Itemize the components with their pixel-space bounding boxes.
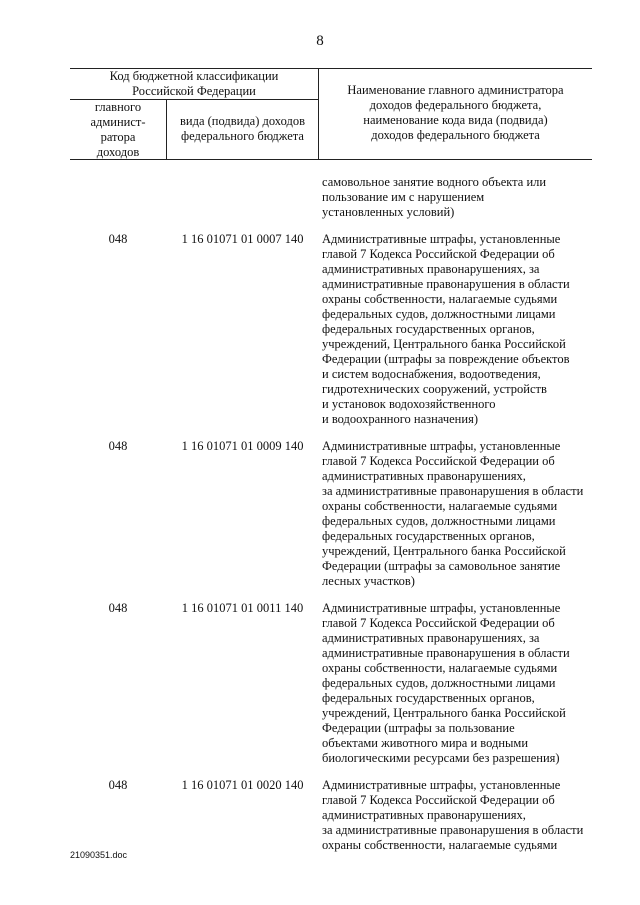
description-line: самовольное занятие водного объекта или bbox=[322, 175, 547, 189]
budget-code-cell: 1 16 01071 01 0009 140 bbox=[181, 439, 304, 453]
table-row bbox=[70, 601, 592, 766]
table-row bbox=[70, 778, 592, 853]
description-line: административные правонарушения в области bbox=[322, 277, 570, 291]
description-line: объектами животного мира и водными bbox=[322, 736, 529, 750]
description-line: и установок водохозяйственного bbox=[322, 397, 496, 411]
description-line: Административные штрафы, установленные bbox=[322, 778, 561, 792]
description-line: учреждений, Центрального банка Российской bbox=[322, 706, 566, 720]
description-line: и систем водоснабжения, водоотведения, bbox=[322, 367, 541, 381]
description-line: гидротехнических сооружений, устройств bbox=[322, 382, 547, 396]
header-col1-line: админист- bbox=[90, 115, 146, 129]
header-group-title-line: Российской Федерации bbox=[132, 84, 256, 98]
description-line: административных правонарушениях, за bbox=[322, 631, 540, 645]
description-line: федеральных судов, должностными лицами bbox=[322, 307, 556, 321]
description-line: охраны собственности, налагаемые судьями bbox=[322, 292, 558, 306]
description-cell bbox=[322, 601, 590, 766]
table-row bbox=[70, 232, 592, 427]
description-line: главой 7 Кодекса Российской Федерации об bbox=[322, 616, 555, 630]
header-col1-line: доходов bbox=[96, 145, 140, 159]
description-line: Административные штрафы, установленные bbox=[322, 439, 561, 453]
table-header bbox=[70, 68, 592, 160]
description-line: федеральных судов, должностными лицами bbox=[322, 676, 556, 690]
description-line: административных правонарушениях, bbox=[322, 808, 526, 822]
description-line: федеральных судов, должностными лицами bbox=[322, 514, 556, 528]
description-line: Административные штрафы, установленные bbox=[322, 601, 561, 615]
budget-code-cell: 1 16 01071 01 0020 140 bbox=[181, 778, 304, 792]
description-line: и водоохранного назначения) bbox=[322, 412, 478, 426]
description-line: административных правонарушениях, bbox=[322, 469, 526, 483]
admin-code-cell: 048 bbox=[108, 601, 128, 615]
description-cell bbox=[322, 778, 590, 853]
header-col3-line: доходов федерального бюджета, bbox=[369, 98, 542, 112]
description-cell bbox=[322, 175, 590, 220]
header-col1-line: ратора bbox=[100, 130, 136, 144]
header-code-column bbox=[167, 100, 318, 159]
header-col2-line: федерального бюджета bbox=[181, 129, 304, 143]
description-line: пользование им с нарушением bbox=[322, 190, 485, 204]
description-line: административных правонарушениях, за bbox=[322, 262, 540, 276]
admin-code-cell: 048 bbox=[108, 439, 128, 453]
header-name-column bbox=[319, 69, 592, 159]
document-filename: 21090351.doc bbox=[70, 850, 128, 860]
description-cell bbox=[322, 439, 590, 589]
description-line: за административные правонарушения в области bbox=[322, 823, 584, 837]
description-line: федеральных государственных органов, bbox=[322, 529, 535, 543]
page-number: 8 bbox=[316, 33, 324, 49]
header-col3-line: доходов федерального бюджета bbox=[371, 128, 540, 142]
description-cell bbox=[322, 232, 590, 427]
description-line: главой 7 Кодекса Российской Федерации об bbox=[322, 793, 555, 807]
header-code-group bbox=[70, 69, 319, 159]
table-row bbox=[70, 175, 592, 220]
header-admin-column bbox=[70, 100, 167, 159]
description-line: лесных участков) bbox=[322, 574, 415, 588]
description-line: Федерации (штрафы за самовольное занятие bbox=[322, 559, 561, 573]
table-body bbox=[70, 175, 592, 853]
description-line: федеральных государственных органов, bbox=[322, 322, 535, 336]
description-line: установленных условий) bbox=[322, 205, 455, 219]
header-col2-line: вида (подвида) доходов bbox=[180, 114, 305, 128]
budget-code-cell: 1 16 01071 01 0011 140 bbox=[181, 601, 304, 615]
budget-code-cell: 1 16 01071 01 0007 140 bbox=[181, 232, 304, 246]
header-group-title bbox=[70, 69, 318, 100]
description-line: учреждений, Центрального банка Российской bbox=[322, 337, 566, 351]
description-line: административные правонарушения в области bbox=[322, 646, 570, 660]
description-line: Федерации (штрафы за пользование bbox=[322, 721, 515, 735]
description-line: биологическими ресурсами без разрешения) bbox=[322, 751, 560, 765]
admin-code-cell: 048 bbox=[108, 778, 128, 792]
description-line: главой 7 Кодекса Российской Федерации об bbox=[322, 454, 555, 468]
header-group-title-line: Код бюджетной классификации bbox=[109, 69, 279, 83]
header-col3-line: наименование кода вида (подвида) bbox=[363, 113, 548, 127]
table-row bbox=[70, 439, 592, 589]
description-line: Федерации (штрафы за повреждение объектов bbox=[322, 352, 570, 366]
description-line: учреждений, Центрального банка Российской bbox=[322, 544, 566, 558]
description-line: федеральных государственных органов, bbox=[322, 691, 535, 705]
description-line: Административные штрафы, установленные bbox=[322, 232, 561, 246]
description-line: за административные правонарушения в области bbox=[322, 484, 584, 498]
admin-code-cell: 048 bbox=[108, 232, 128, 246]
description-line: охраны собственности, налагаемые судьями bbox=[322, 499, 558, 513]
description-line: охраны собственности, налагаемые судьями bbox=[322, 838, 558, 852]
header-col3-line: Наименование главного администратора bbox=[347, 83, 564, 97]
header-col1-line: главного bbox=[94, 100, 142, 114]
description-line: главой 7 Кодекса Российской Федерации об bbox=[322, 247, 555, 261]
description-line: охраны собственности, налагаемые судьями bbox=[322, 661, 558, 675]
